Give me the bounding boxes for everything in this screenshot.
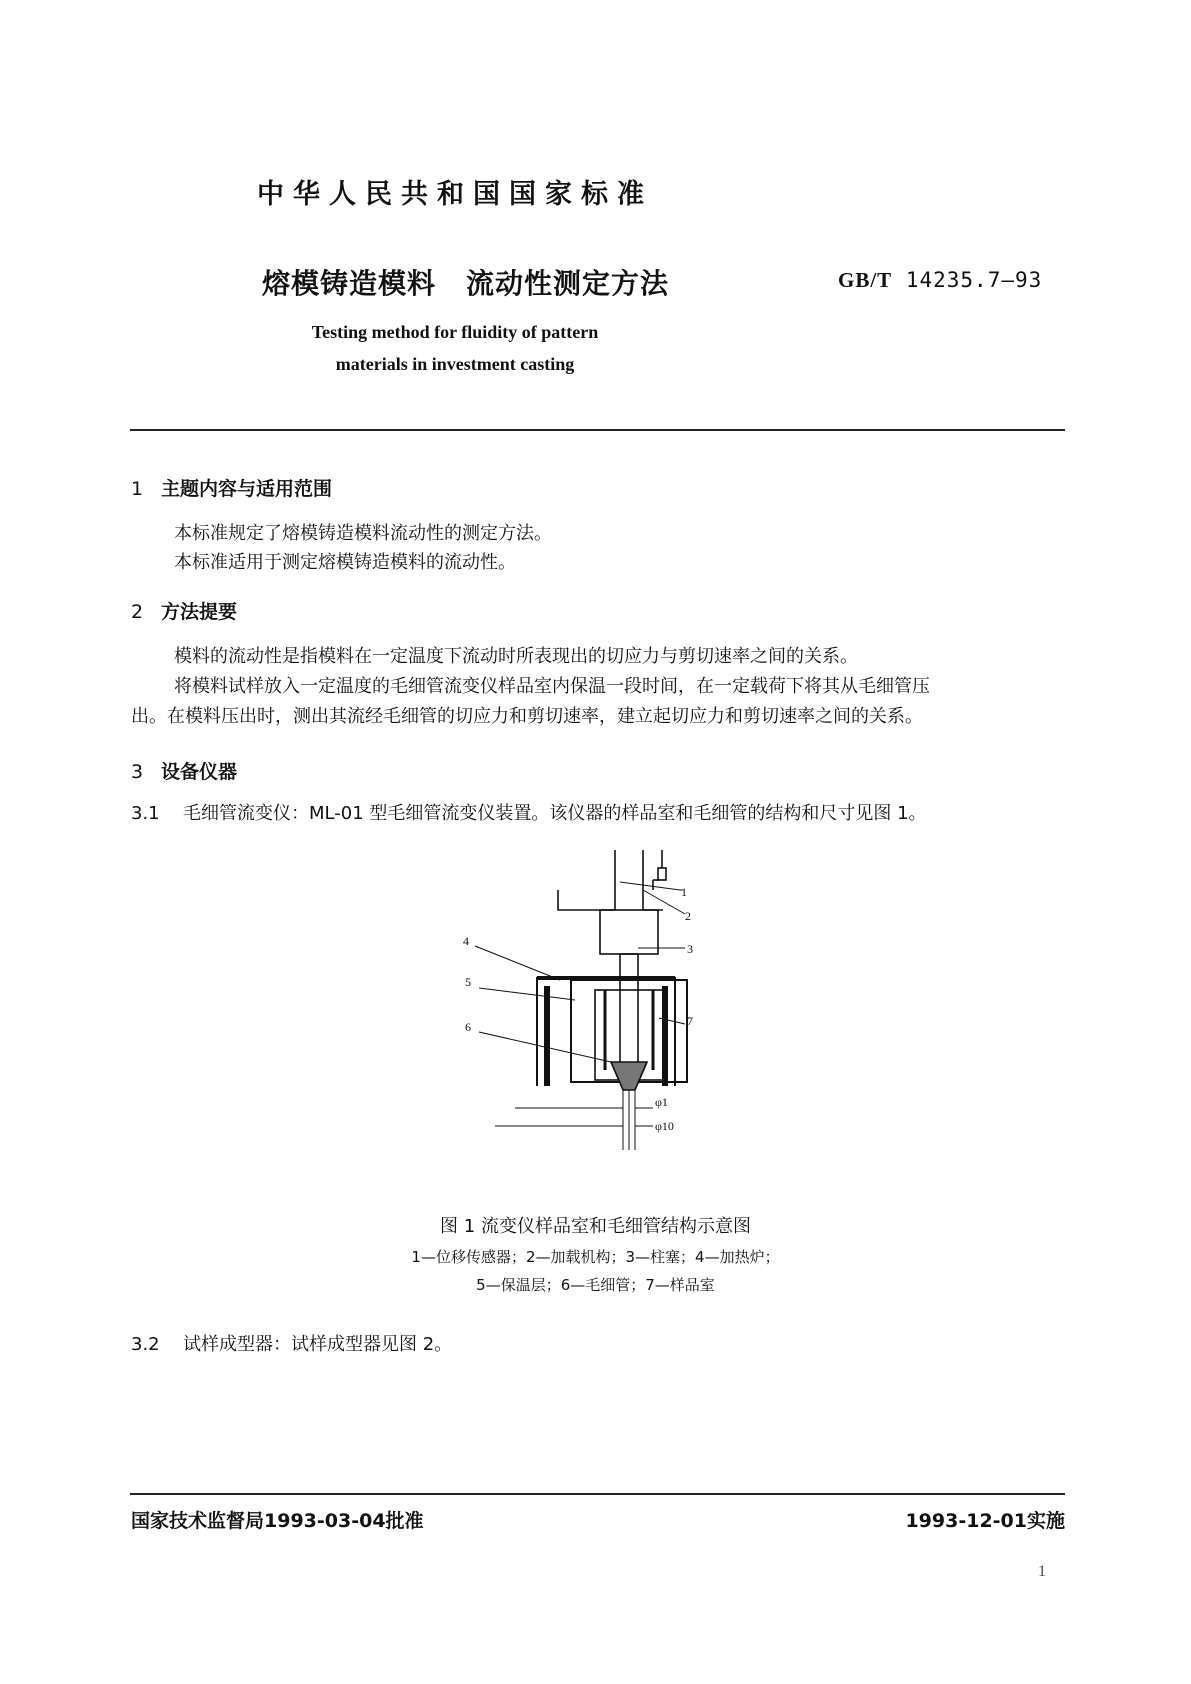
callout-1: 1 — [681, 885, 687, 899]
subsection-text: 毛细管流变仪：ML-01 型毛细管流变仪装置。该仪器的样品室和毛细管的结构和尺寸见图 1。 — [183, 803, 927, 824]
paragraph: 出。在模料压出时，测出其流经毛细管的切应力和剪切速率，建立起切应力和剪切速率之间的关系。 — [131, 706, 923, 727]
figure-legend-line-1: 1—位移传感器；2—加载机构；3—柱塞；4—加热炉； — [411, 1248, 780, 1266]
subsection-3-1 — [131, 799, 927, 829]
paragraph: 本标准规定了熔模铸造模料流动性的测定方法。 — [174, 523, 552, 544]
english-title-line-2: materials in investment casting — [335, 354, 575, 374]
callout-3: 3 — [687, 942, 693, 956]
footer-divider — [130, 1493, 1065, 1495]
section-2-heading — [131, 597, 237, 624]
implementation-date: 1993-12-01实施 — [905, 1510, 1065, 1532]
paragraph: 本标准适用于测定熔模铸造模料的流动性。 — [174, 552, 516, 573]
frame-left — [558, 890, 615, 910]
capillary — [611, 1062, 647, 1090]
dimension-large: φ10 — [655, 1119, 674, 1133]
rheometer-diagram — [455, 850, 755, 1200]
header-divider — [130, 429, 1065, 431]
subsection-3-2 — [131, 1330, 452, 1360]
paragraph: 将模料试样放入一定温度的毛细管流变仪样品室内保温一段时间，在一定载荷下将其从毛细管压 — [174, 676, 930, 697]
callout-5: 5 — [465, 975, 471, 989]
figure-legend-line-2: 5—保温层；6—毛细管；7—样品室 — [476, 1276, 715, 1294]
callout-7: 7 — [687, 1014, 693, 1028]
section-title: 设备仪器 — [161, 761, 238, 783]
standard-prefix: GB/T — [838, 268, 893, 292]
subsection-text: 试样成型器：试样成型器见图 2。 — [183, 1334, 453, 1355]
callout-2: 2 — [685, 909, 691, 923]
plunger — [620, 954, 638, 1079]
figure-caption: 图 1 流变仪样品室和毛细管结构示意图 — [440, 1216, 751, 1237]
section-number: 2 — [131, 601, 144, 623]
standard-number — [838, 268, 1042, 293]
title-part-2: 流动性测定方法 — [466, 267, 670, 300]
title-part-1: 熔模铸造模料 — [262, 267, 437, 300]
section-title: 主题内容与适用范围 — [161, 478, 333, 500]
callout-4: 4 — [463, 934, 469, 948]
page-number: 1 — [1038, 1563, 1046, 1580]
subsection-number: 3.2 — [131, 1334, 160, 1355]
national-standard-title: 中华人民共和国国家标准 — [257, 179, 653, 210]
section-title: 方法提要 — [161, 601, 238, 623]
english-title-line-1: Testing method for fluidity of pattern — [311, 322, 599, 342]
section-3-heading — [131, 757, 237, 784]
approval-date: 国家技术监督局1993-03-04批准 — [131, 1510, 424, 1532]
section-number: 3 — [131, 761, 144, 783]
dimension-small: φ1 — [655, 1095, 668, 1109]
callout-6: 6 — [465, 1020, 471, 1034]
document-title — [262, 262, 669, 302]
section-number: 1 — [131, 478, 144, 500]
standard-code: 14235.7—93 — [905, 268, 1043, 292]
displacement-sensor — [658, 868, 666, 880]
subsection-number: 3.1 — [131, 803, 160, 824]
load-mechanism — [600, 910, 658, 954]
paragraph: 模料的流动性是指模料在一定温度下流动时所表现出的切应力与剪切速率之间的关系。 — [174, 646, 858, 667]
section-1-heading — [131, 474, 332, 501]
